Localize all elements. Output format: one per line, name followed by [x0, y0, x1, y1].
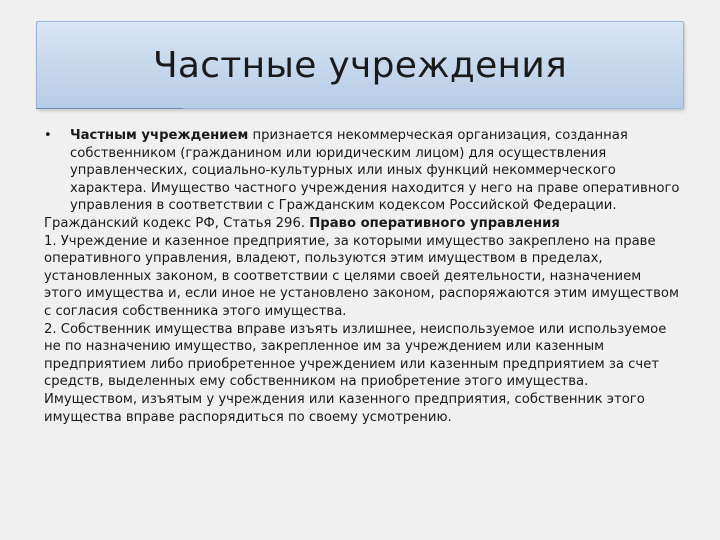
slide-content — [44, 127, 680, 426]
slide-title: Частные учреждения — [152, 45, 568, 86]
bullet-text: признается некоммерческая организация, созданная собственником (гражданином или юридическим лицом) для осуществления управленческих, социально-культурных или иных функций некоммерческого характера. Имущество частного учреждения находится у него на праве оперативного управления в соответствии с Гражданским кодексом Российской Федерации. — [70, 128, 680, 214]
clause-1: 1. Учреждение и казенное предприятие, за которыми имущество закреплено на праве оперативного управления, владеют, пользуются этим имуществом в пределах, установленных законом, в соответствии с целями своей деятельности, назначением этого имущества и, если иное не установлено законом, распоряжаются этим имуществом с согласия собственника этого имущества. — [44, 233, 679, 319]
statute-title: Право оперативного управления — [309, 215, 560, 231]
bullet-bold-lead: Частным учреждением — [70, 128, 249, 143]
title-box — [36, 21, 684, 109]
clause-2: 2. Собственник имущества вправе изъять излишнее, неиспользуемое или используемое не по назначению имущество, закрепленное им за учреждением или казенным предприятием либо приобретенное учреждением или казенным предприятием за счет средств, выделенных ему собственником на приобретение этого имущества. Имуществом, изъятым у учреждения или казенного предприятия, собственник этого имущества вправе распорядиться по своему усмотрению. — [44, 321, 667, 425]
statute-ref: Гражданский кодекс РФ, Статья 296. — [44, 215, 310, 231]
title-underline — [36, 108, 183, 109]
bullet-icon: • — [44, 128, 52, 143]
statute-heading — [44, 215, 680, 233]
bullet-item — [44, 127, 680, 215]
